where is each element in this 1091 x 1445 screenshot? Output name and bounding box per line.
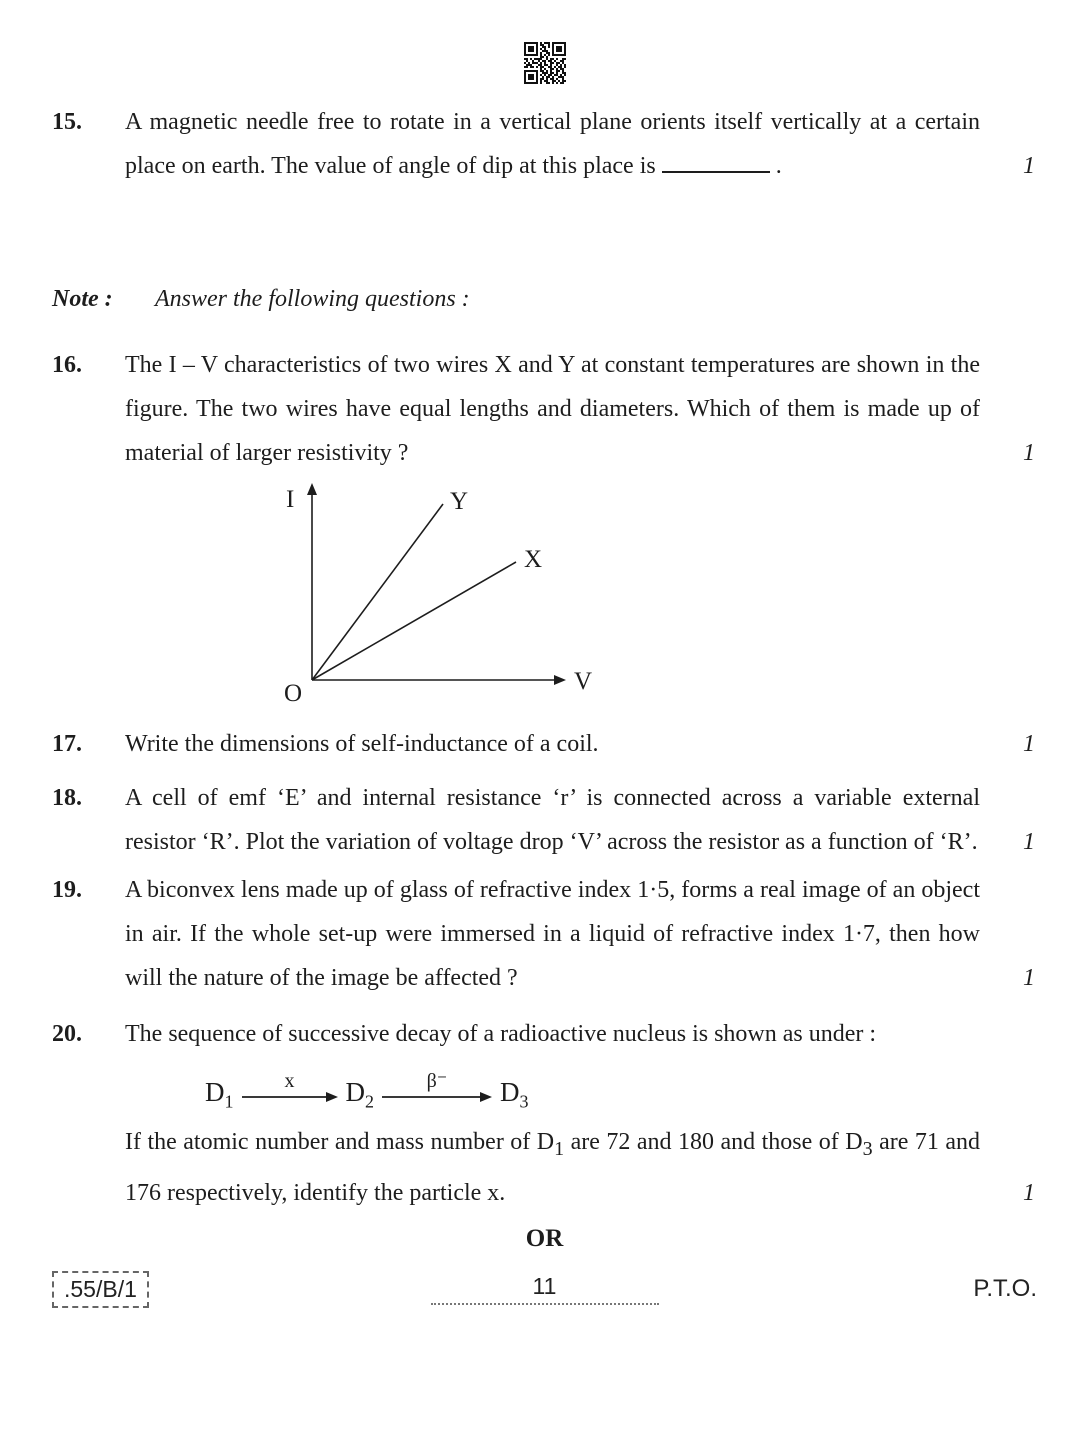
question-text: A cell of emf ‘E’ and internal resistance ‘r’ is connected across a variable external resistor ‘R’. Plot the variation of voltage drop ‘V’ across the resistor as a function of ‘R’. xyxy=(125,785,980,855)
nuclide-d3: $D_3$ xyxy=(500,1076,529,1111)
marks-value: 1 xyxy=(1023,829,1035,855)
line-y-label: Y xyxy=(450,488,469,515)
question-16 xyxy=(52,343,1037,475)
question-text: Write the dimensions of self-inductance of a coil. xyxy=(125,731,599,757)
note-line xyxy=(52,277,1037,321)
page-footer xyxy=(52,1271,1037,1308)
decay-arrow-1 xyxy=(242,1072,338,1116)
page-number: 11 xyxy=(532,1273,557,1300)
question-number: 18. xyxy=(52,785,82,811)
question-text: The I – V characteristics of two wires X and Y at constant temperatures are shown in the figure. The two wires have equal lengths and diameters. Which of them is made up of material of larger resistivity ? xyxy=(125,352,980,466)
question-number: 17. xyxy=(52,731,82,757)
decay-arrow-2-label: β⁻ xyxy=(426,1070,448,1092)
question-19 xyxy=(52,868,1037,1000)
question-body xyxy=(125,1012,980,1215)
note-text: Answer the following questions : xyxy=(155,286,470,312)
nuclide-d2: $D_2$ xyxy=(345,1076,374,1111)
fill-in-blank xyxy=(662,151,770,173)
question-number: 16. xyxy=(52,352,82,378)
marks-value: 1 xyxy=(1023,440,1035,466)
x-axis-label: V xyxy=(574,668,593,695)
question-18 xyxy=(52,776,1037,864)
marks-value: 1 xyxy=(1023,731,1035,757)
question-17 xyxy=(52,722,1037,766)
marks-value: 1 xyxy=(1023,965,1035,991)
marks-value: 1 xyxy=(1023,153,1035,179)
question-number: 15. xyxy=(52,109,82,135)
qr-code xyxy=(52,42,1037,84)
note-label: Note : xyxy=(52,286,113,312)
question-15 xyxy=(52,100,1037,188)
page-number-block xyxy=(431,1273,659,1305)
iv-characteristics-figure xyxy=(260,475,1037,710)
question-20 xyxy=(52,1012,1037,1215)
question-text-part: A magnetic needle free to rotate in a vertical plane orients itself vertically at a certain place on earth. The value of angle of dip at this place is xyxy=(125,109,980,179)
origin-label: O xyxy=(284,680,303,707)
marks-value: 1 xyxy=(1023,1179,1035,1206)
wire-y-line xyxy=(312,504,443,680)
nuclide-d1: $D_1$ xyxy=(205,1076,234,1111)
or-separator: OR xyxy=(525,1224,564,1252)
question-outro: If the atomic number and mass number of $D_1$ are 72 and 180 and those of $D_3$ are 71 and 176 respectively, identify the particle x. xyxy=(125,1129,981,1206)
page-number-underline xyxy=(431,1303,659,1305)
decay-equation xyxy=(205,1062,980,1116)
decay-arrow-1-label: x xyxy=(284,1070,295,1092)
decay-arrow-2 xyxy=(382,1072,492,1116)
x-axis-arrowhead xyxy=(554,675,566,685)
pto-label: P.T.O. xyxy=(973,1275,1037,1303)
question-intro: The sequence of successive decay of a radioactive nucleus is shown as under : xyxy=(125,1021,877,1047)
right-arrow-icon xyxy=(382,1090,492,1104)
line-x-label: X xyxy=(524,546,543,573)
question-number: 20. xyxy=(52,1021,82,1047)
question-number: 19. xyxy=(52,877,82,903)
y-axis-arrowhead xyxy=(307,483,317,495)
wire-x-line xyxy=(312,562,516,680)
y-axis-label: I xyxy=(286,486,295,513)
question-text xyxy=(125,100,980,188)
question-text-part: . xyxy=(769,153,782,179)
paper-code: .55/B/1 xyxy=(52,1271,149,1308)
right-arrow-icon xyxy=(242,1090,338,1104)
question-text: A biconvex lens made up of glass of refractive index 1·5, forms a real image of an object in air. If the whole set-up were immersed in a liquid of refractive index 1·7, then how will the nature of the image be affected ? xyxy=(125,877,980,991)
